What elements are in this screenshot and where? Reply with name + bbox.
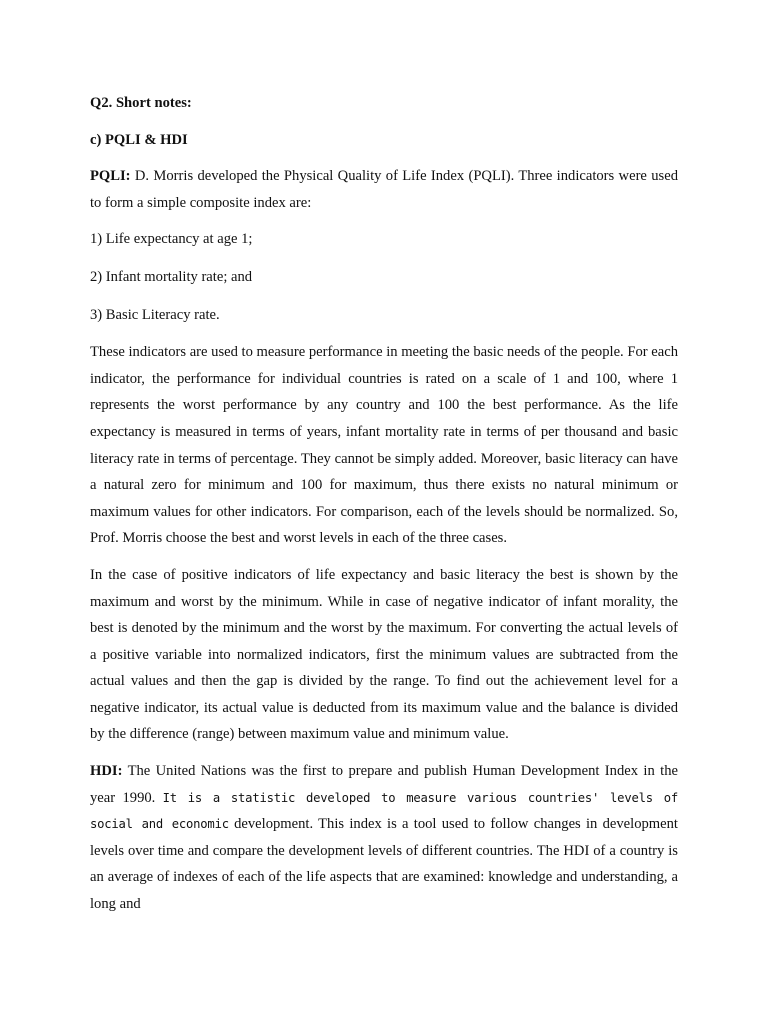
question-title: Q2. Short notes:	[90, 95, 192, 111]
hdi-label: HDI:	[90, 763, 123, 780]
hdi-paragraph	[90, 758, 678, 918]
pqli-paragraph-performance: These indicators are used to measure performance in meeting the basic needs of the people. For each indicator, the performance for individual countries is rated on a scale of 1 and 100, where 1 represents the worst performance by any country and 100 the best performance. As the life expectancy is measured in terms of years, infant mortality rate in terms of per thousand and basic literacy rate in terms of percentage. They cannot be simply added. Moreover, basic literacy can have a natural zero for minimum and 100 for maximum, thus there exists no natural minimum or maximum values for other indicators. For comparison, each of the levels should be normalized. So, Prof. Morris choose the best and worst levels in each of the three cases.	[90, 344, 678, 547]
section-title: c) PQLI & HDI	[90, 131, 188, 148]
pqli-intro-paragraph	[90, 163, 678, 216]
pqli-label: PQLI:	[90, 168, 131, 185]
hdi-text-b: development. This index is a tool used to follow changes in development levels over time and compare the development levels of different countries. The HDI of a country is an average of indexes of each of the life aspects that are examined: knowledge and understanding, a long and	[90, 816, 678, 913]
indicator-item-3: 3) Basic Literacy rate.	[90, 306, 220, 323]
indicator-item-2: 2) Infant mortality rate; and	[90, 268, 253, 285]
indicator-item-1: 1) Life expectancy at age 1;	[90, 231, 253, 248]
pqli-paragraph-normalization: In the case of positive indicators of life expectancy and basic literacy the best is shown by the maximum and worst by the minimum. While in case of negative indicator of infant morality, the best is denoted by the minimum and the worst by the maximum. For converting the actual levels of a positive variable into normalized indicators, first the minimum values are subtracted from the actual values and then the gap is divided by the range. To find out the achievement level for a negative indicator, its actual value is deducted from its maximum value and the balance is divided by the difference (range) between maximum value and minimum value.	[90, 566, 678, 743]
pqli-intro-text: D. Morris developed the Physical Quality of Life Index (PQLI). Three indicators were used to form a simple composite index are:	[90, 168, 678, 211]
hdi-text-a: The United Nations was the first to prepare and publish Human Development Index in the year 1990.	[90, 763, 678, 806]
document-body	[90, 90, 678, 928]
hdi-text-alt-font: It is a statistic developed to measure various countries' levels of social and economic	[90, 790, 678, 832]
